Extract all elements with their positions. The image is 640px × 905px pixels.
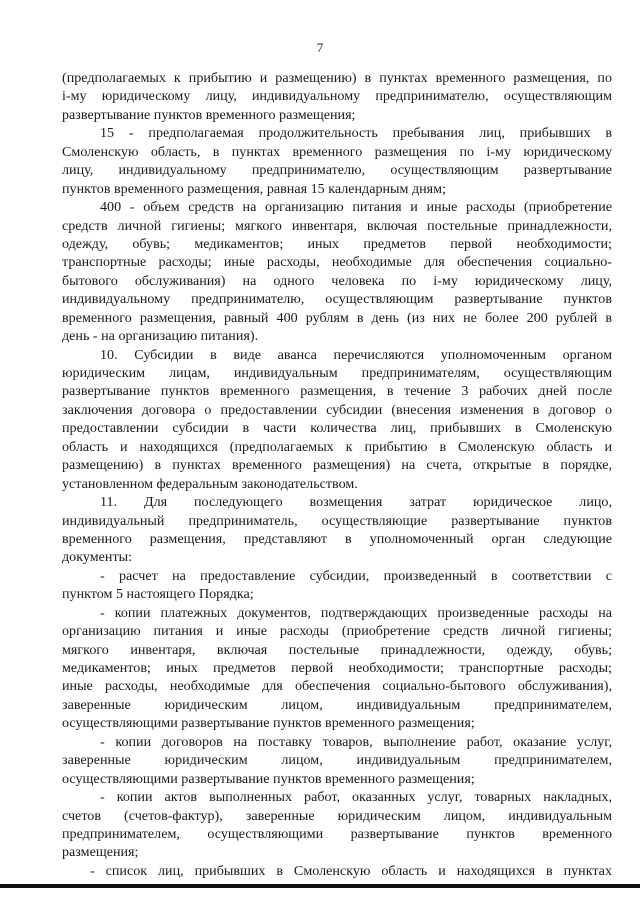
text-line: область и находящихся (предполагаемых к прибытию в Смоленскую область и — [62, 438, 612, 455]
text-line: осуществляющими развертывание пунктов временного размещения; — [62, 770, 475, 787]
text-line: - список лиц, прибывших в Смоленскую область и находящихся в пунктах — [90, 862, 612, 879]
text-line: i-му юридическому лицу, индивидуальному предпринимателю, осуществляющим — [62, 88, 612, 105]
text-line: документы: — [62, 549, 132, 566]
text-line: осуществляющими развертывание пунктов временного размещения; — [62, 715, 475, 732]
text-line: - копии платежных документов, подтверждающих произведенные расходы на — [100, 604, 612, 621]
text-line: временного размещения, представляют в уполномоченный орган следующие — [62, 530, 612, 547]
text-line: 11. Для последующего возмещения затрат юридическое лицо, — [100, 494, 612, 511]
text-line: Смоленскую область, в пунктах временного размещения по i-му юридическому — [62, 143, 612, 160]
text-line: 400 - объем средств на организацию питания и иные расходы (приобретение — [100, 199, 612, 216]
text-line: организацию питания и иные расходы (приобретение средств личной гигиены; — [62, 623, 612, 640]
text-line: пунктом 5 настоящего Порядка; — [62, 586, 254, 603]
text-line: - расчет на предоставление субсидии, произведенный в соответствии с — [100, 567, 612, 584]
bottom-rule — [0, 884, 640, 888]
text-line: бытового обслуживания) на одного человека по i-му юридическому лицу, — [62, 272, 612, 289]
text-line: - копии актов выполненных работ, оказанных услуг, товарных накладных, — [100, 789, 612, 806]
text-line: размещения; — [62, 844, 139, 861]
text-line: предоставлении субсидии в части количества лиц, прибывших в Смоленскую — [62, 420, 612, 437]
text-line: (предполагаемых к прибытию и размещению) в пунктах временного размещения, по — [62, 70, 612, 86]
text-line: предпринимателем, осуществляющими развертывание пунктов временного — [62, 825, 612, 842]
text-line: заключения договора о предоставлении субсидии (внесения изменения в договор о — [62, 401, 612, 418]
text-line: 10. Субсидии в виде аванса перечисляются уполномоченным органом — [100, 346, 612, 363]
text-line: лицу, индивидуальному предпринимателю, осуществляющим развертывание — [62, 162, 612, 179]
text-line: установленном федеральным законодательством. — [62, 475, 358, 492]
text-line: транспортные расходы; иные расходы, необходимые для обеспечения социально- — [62, 254, 612, 271]
text-line: заверенные юридическим лицом, индивидуальным предпринимателем, — [62, 752, 612, 769]
text-line: мягкого инвентаря, включая постельные принадлежности, одежду, обувь; — [62, 641, 612, 658]
text-line: развертывание пунктов временного размещения, в течение 3 рабочих дней после — [62, 383, 612, 400]
page-number: 7 — [316, 40, 324, 55]
text-line: размещению) в пунктах временного размещения) на счета, открытые в порядке, — [62, 457, 612, 474]
text-line: счетов (счетов-фактур), заверенные юридическим лицом, индивидуальным — [62, 807, 612, 824]
text-line: 15 - предполагаемая продолжительность пребывания лиц, прибывших в — [100, 125, 612, 142]
document-body — [62, 69, 612, 880]
text-line: пунктов временного размещения, равная 15 календарным дням; — [62, 180, 446, 197]
text-line: медикаментов; иных предметов первой необходимости; транспортные расходы; — [62, 660, 612, 676]
text-line: иные расходы, необходимые для обеспечения социально-бытового обслуживания), — [62, 678, 612, 695]
text-line: одежду, обувь; медикаментов; иных предметов первой необходимости; — [62, 235, 612, 252]
text-line: заверенные юридическим лицом, индивидуальным предпринимателем, — [62, 696, 612, 713]
text-line: временного размещения, равный 400 рублям в день (из них не более 200 рублей в — [62, 309, 612, 326]
text-line: развертывание пунктов временного размещения; — [62, 106, 356, 123]
text-line: день - на организацию питания). — [62, 328, 259, 345]
text-line: юридическим лицам, индивидуальным предпринимателям, осуществляющим — [62, 365, 612, 381]
text-line: индивидуальному предпринимателю, осуществляющим развертывание пунктов — [62, 291, 612, 308]
text-line: - копии договоров на поставку товаров, выполнение работ, оказание услуг, — [100, 733, 612, 750]
text-line: средств личной гигиены; мягкого инвентаря, включая постельные принадлежности, — [62, 217, 612, 234]
text-line: индивидуальный предприниматель, осуществляющие развертывание пунктов — [62, 512, 612, 529]
